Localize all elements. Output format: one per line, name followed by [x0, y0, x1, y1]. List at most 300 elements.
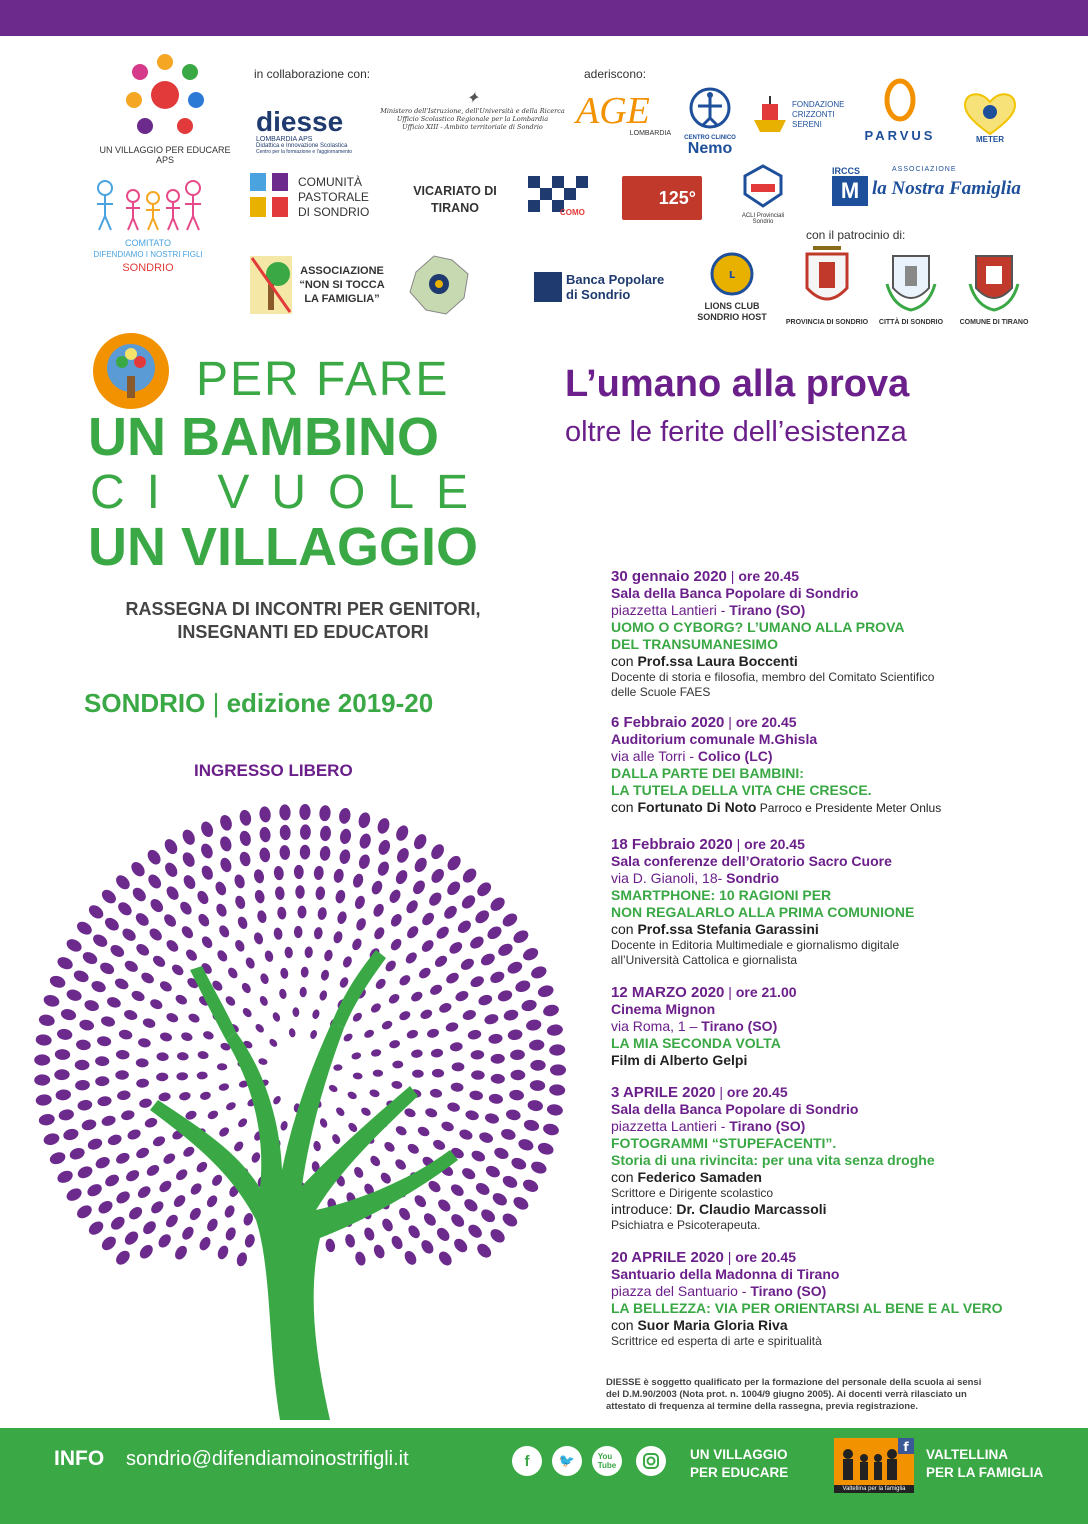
- hand-leaf: [238, 809, 252, 827]
- hand-leaf: [549, 1084, 566, 1096]
- hand-leaf: [464, 1109, 480, 1122]
- hand-leaf: [445, 879, 463, 898]
- nemo-wordmark: Nemo: [687, 140, 733, 157]
- diesse-wordmark: diesse: [256, 106, 344, 137]
- banca-mark-icon: [534, 272, 562, 302]
- hand-leaf: [199, 842, 215, 860]
- hand-leaf: [83, 998, 100, 1012]
- hand-leaf: [226, 966, 239, 980]
- hand-leaf: [496, 941, 515, 958]
- event-address: piazza del Santuario -: [611, 1283, 751, 1299]
- event-date: 6 Febbraio 2020: [611, 714, 725, 731]
- como-logo: [528, 176, 600, 222]
- hand-leaf: [159, 1031, 173, 1042]
- hand-leaf: [100, 1015, 116, 1028]
- event-title-1: FOTOGRAMMI “STUPEFACENTI”.: [611, 1135, 837, 1151]
- hand-leaf: [238, 851, 252, 868]
- hand-leaf: [124, 1168, 141, 1184]
- youtube-icon[interactable]: You Tube: [592, 1446, 622, 1476]
- nemo-logo: [682, 86, 738, 157]
- svg-text:f: f: [903, 1440, 909, 1454]
- hand-leaf: [380, 1217, 395, 1233]
- lions-text: LIONS CLUB SONDRIO HOST: [697, 301, 767, 322]
- emblem-icon: ✦: [465, 88, 480, 107]
- hand-leaf: [91, 932, 110, 949]
- parvus-wordmark: PARVUS: [864, 128, 936, 143]
- hand-leaf: [521, 1177, 540, 1194]
- hero-line1: PER FARE: [196, 353, 450, 406]
- hand-leaf: [406, 1223, 422, 1240]
- hand-leaf: [55, 1089, 71, 1101]
- hand-leaf: [412, 1193, 428, 1209]
- hand-leaf: [271, 1011, 281, 1023]
- acli-text: ACLI Provinciali Sondrio: [741, 213, 785, 225]
- fb-caption: Valtellina per la famiglia: [834, 1485, 914, 1493]
- hero-city: SONDRIO: [84, 688, 206, 718]
- hand-leaf: [412, 832, 429, 851]
- hand-leaf: [78, 1018, 95, 1031]
- hand-leaf: [382, 1140, 396, 1154]
- hand-leaf: [429, 1088, 442, 1099]
- event-city: Tirano (SO): [750, 1283, 827, 1299]
- hand-leaf: [406, 1142, 421, 1156]
- hand-leaf: [113, 873, 132, 892]
- theme-subtitle: oltre le ferite dell’esistenza: [565, 416, 907, 448]
- hand-leaf: [398, 1009, 412, 1022]
- event-speaker: Prof.ssa Stefania Garassini: [637, 921, 819, 937]
- meter-text: METER: [976, 135, 1004, 144]
- hand-leaf: [278, 988, 287, 1000]
- hand-leaf: [126, 1128, 142, 1142]
- hand-leaf: [233, 894, 246, 910]
- hand-leaf: [550, 1064, 566, 1075]
- info-email-link[interactable]: sondrio@difendiamoinostrifigli.it: [126, 1448, 409, 1470]
- hand-leaf: [279, 824, 291, 840]
- hand-leaf: [56, 1168, 75, 1185]
- hand-leaf: [434, 1225, 452, 1243]
- hand-leaf: [370, 1048, 382, 1057]
- hand-leaf: [156, 1232, 173, 1250]
- nostra-famiglia-text: la Nostra Famiglia: [872, 178, 1021, 199]
- hand-leaf: [162, 860, 179, 879]
- event-with: con: [611, 799, 638, 815]
- hand-leaf: [436, 1249, 454, 1268]
- hand-leaf: [357, 811, 372, 829]
- hand-leaf: [284, 946, 293, 958]
- hero-edition: SONDRIO | edizione 2019-20: [84, 688, 434, 718]
- patronage-label: con il patrocinio di:: [806, 228, 906, 242]
- hand-leaf: [280, 967, 289, 979]
- hand-leaf: [420, 938, 436, 954]
- org-villaggio-line1: UN VILLAGGIO: [690, 1447, 788, 1462]
- hand-leaf: [394, 824, 411, 843]
- hand-leaf: [339, 828, 353, 845]
- hand-leaf: [54, 1069, 70, 1080]
- event-speaker: Suor Maria Gloria Riva: [637, 1317, 788, 1333]
- nostra-famiglia-logo: [832, 166, 1042, 210]
- event-desc-1: Scrittrice ed esperta di arte e spiritualità: [611, 1334, 822, 1348]
- event-title-2: NON REGALARLO ALLA PRIMA COMUNIONE: [611, 904, 915, 920]
- hand-leaf: [311, 1009, 320, 1020]
- hand-leaf: [347, 1121, 359, 1134]
- event-time: ore 21.00: [735, 984, 797, 1000]
- hand-leaf: [174, 1167, 190, 1182]
- hand-leaf: [434, 924, 451, 941]
- nostra-assoc-text: ASSOCIAZIONE: [892, 166, 957, 173]
- hand-leaf: [475, 1241, 494, 1260]
- hand-leaf: [279, 804, 291, 821]
- hand-leaf: [142, 1017, 157, 1029]
- hand-leaf: [445, 853, 464, 873]
- twitter-icon[interactable]: 🐦: [552, 1446, 582, 1476]
- hand-leaf: [389, 937, 404, 953]
- villaggio-logo: [90, 50, 240, 165]
- lions-emblem-icon: [710, 252, 754, 296]
- vitruvian-icon: [688, 86, 732, 130]
- hand-leaf: [156, 1052, 169, 1062]
- event-desc-2: Psichiatra e Psicoterapeuta.: [611, 1218, 761, 1232]
- hand-leaf: [42, 1132, 60, 1147]
- hand-leaf: [458, 1128, 474, 1142]
- hand-leaf: [233, 938, 246, 953]
- hand-leaf: [358, 832, 373, 850]
- hand-leaf: [139, 970, 156, 985]
- hand-leaf: [235, 1251, 249, 1267]
- hand-leaf: [536, 1141, 555, 1157]
- hand-leaf: [120, 1109, 136, 1122]
- event-title-1: DALLA PARTE DEI BAMBINI:: [611, 765, 804, 781]
- hand-leaf: [224, 1226, 238, 1242]
- hand-leaf: [254, 1022, 266, 1034]
- hand-leaf: [546, 1103, 564, 1117]
- hand-leaf: [379, 1171, 393, 1186]
- hand-leaf: [461, 1008, 477, 1021]
- hand-leaf: [409, 990, 424, 1004]
- hand-leaf: [374, 977, 388, 991]
- hand-leaf: [341, 955, 353, 969]
- hand-leaf: [447, 940, 464, 956]
- hand-leaf: [469, 1090, 484, 1101]
- hand-leaf: [354, 1250, 368, 1267]
- como-text: COMO: [560, 208, 585, 217]
- hand-leaf: [470, 1149, 487, 1164]
- hand-leaf: [205, 1193, 220, 1209]
- hand-leaf: [336, 910, 348, 925]
- hand-leaf: [510, 1049, 525, 1060]
- hand-leaf: [488, 969, 506, 985]
- age-sub: LOMBARDIA: [629, 130, 671, 137]
- hand-leaf: [471, 1070, 485, 1080]
- hand-leaf: [115, 1070, 129, 1080]
- hand-leaf: [188, 1206, 204, 1223]
- hand-leaf: [373, 1069, 384, 1077]
- hand-leaf: [292, 1007, 299, 1017]
- hand-leaf: [403, 1107, 417, 1119]
- org-villaggio-line2: PER EDUCARE: [690, 1465, 789, 1480]
- hand-leaf: [179, 924, 195, 940]
- hand-leaf: [419, 1238, 436, 1256]
- hand-leaf: [490, 1054, 505, 1065]
- hand-leaf: [509, 1089, 525, 1101]
- hand-leaf: [474, 1181, 492, 1198]
- hand-leaf: [218, 856, 233, 873]
- diesse-sub2: Didattica e Innovazione Scolastica: [256, 143, 348, 149]
- hand-leaf: [103, 915, 122, 933]
- hand-leaf: [64, 937, 83, 955]
- hand-leaf: [354, 917, 367, 932]
- hand-leaf: [529, 1080, 545, 1092]
- hand-leaf: [75, 1079, 90, 1090]
- hand-leaf: [319, 825, 331, 841]
- hand-leaf: [90, 979, 108, 994]
- hand-leaf: [76, 1164, 95, 1180]
- hand-leaf: [197, 1050, 209, 1059]
- irccs-text: IRCCS: [832, 166, 861, 176]
- hand-leaf: [485, 924, 504, 942]
- hand-leaf: [318, 989, 328, 1001]
- hand-leaf: [387, 888, 402, 905]
- hand-leaf: [157, 1178, 173, 1194]
- hand-leaf: [402, 1249, 418, 1267]
- hand-leaf: [158, 979, 174, 993]
- hand-leaf: [77, 1099, 93, 1112]
- facebook-icon[interactable]: f: [512, 1446, 542, 1476]
- hand-leaf: [420, 910, 437, 927]
- hand-leaf: [95, 1076, 110, 1087]
- hand-leaf: [391, 1080, 403, 1089]
- hand-leaf: [514, 979, 532, 995]
- hand-leaf: [127, 1204, 145, 1222]
- hand-leaf: [394, 868, 410, 886]
- hand-leaf: [510, 1070, 525, 1081]
- hand-leaf: [218, 835, 233, 853]
- hand-leaf: [411, 1049, 424, 1059]
- hand-leaf: [199, 864, 215, 882]
- event-desc-1: Scrittore e Dirigente scolastico: [611, 1186, 774, 1200]
- event-title-2: LA TUTELA DELLA VITA CHE CRESCE.: [611, 782, 872, 798]
- hand-leaf: [357, 853, 371, 870]
- hand-leaf: [417, 966, 433, 981]
- hand-leaf: [118, 1029, 133, 1041]
- hand-leaf: [133, 911, 151, 929]
- hand-leaf: [404, 950, 419, 965]
- hand-leaf: [331, 1133, 342, 1146]
- hand-leaf: [164, 884, 181, 902]
- hand-leaf: [56, 1028, 73, 1041]
- hand-leaf: [462, 1197, 480, 1214]
- hand-leaf: [34, 1074, 50, 1086]
- hand-leaf: [484, 1112, 500, 1125]
- hand-leaf: [148, 897, 166, 915]
- hand-leaf: [99, 1234, 118, 1253]
- hand-leaf: [200, 934, 215, 950]
- hand-leaf: [199, 820, 215, 839]
- event-film: Film di Alberto Gelpi: [611, 1052, 748, 1068]
- hand-leaf: [397, 1206, 413, 1223]
- hand-leaf: [232, 1140, 245, 1153]
- hand-leaf: [431, 1138, 447, 1152]
- hand-leaf: [217, 1126, 230, 1139]
- hand-leaf: [253, 868, 266, 884]
- valtellina-fb-logo[interactable]: [834, 1438, 914, 1492]
- hand-leaf: [277, 906, 287, 920]
- ministero-line1: Ministero dell'Istruzione, dell'Università e della Ricerca: [380, 107, 565, 115]
- hand-leaf: [254, 889, 266, 904]
- org-valtellina-line1: VALTELLINA: [926, 1447, 1008, 1462]
- hand-leaf: [320, 969, 330, 982]
- hand-leaf: [113, 976, 130, 991]
- hand-leaf: [432, 1069, 444, 1078]
- hand-leaf: [58, 1108, 75, 1122]
- hand-leaf: [527, 1099, 544, 1112]
- hand-leaf: [529, 1159, 548, 1175]
- hand-leaf: [459, 956, 476, 972]
- hand-leaf: [288, 1028, 296, 1038]
- hand-leaf: [383, 959, 398, 974]
- hand-leaf: [151, 1134, 166, 1148]
- hand-leaf: [377, 838, 393, 856]
- hand-leaf: [145, 1163, 162, 1178]
- hand-leaf: [162, 912, 179, 929]
- hand-leaf: [48, 974, 67, 990]
- event-circle-logo: [92, 332, 170, 410]
- event-city: Tirano (SO): [729, 602, 806, 618]
- acli-shield-icon: [743, 164, 783, 208]
- hand-leaf: [450, 1082, 464, 1092]
- hand-leaf: [217, 924, 231, 940]
- hand-leaf: [170, 962, 186, 977]
- hand-leaf: [395, 846, 411, 865]
- hand-leaf: [334, 1106, 346, 1118]
- hand-leaf: [123, 1008, 139, 1021]
- hand-leaf: [328, 1083, 339, 1093]
- hand-leaf: [312, 1140, 321, 1152]
- citta-crest-icon: [883, 244, 939, 314]
- nonsitocca-logo: [250, 256, 390, 316]
- hand-leaf: [394, 1124, 408, 1137]
- hand-leaf: [256, 909, 268, 924]
- event-venue: Sala della Banca Popolare di Sondrio: [611, 585, 859, 601]
- hand-leaf: [387, 992, 401, 1006]
- hand-leaf: [180, 850, 197, 869]
- hand-leaf: [419, 1008, 434, 1021]
- hand-leaf: [549, 1044, 566, 1056]
- hand-leaf: [129, 859, 148, 878]
- hand-leaf: [130, 885, 148, 904]
- hand-leaf: [496, 988, 513, 1003]
- hand-leaf: [64, 1186, 83, 1204]
- hand-leaf: [449, 1212, 467, 1230]
- event-3: 18 Febbraio 2020 | ore 20.45 Sala conferenze dell’Oratorio Sacro Cuore via D. Gianoli, 18- Sondrio SMARTPHONE: 10 RAGIONI PER NON REGALARLO ALLA PRIMA COMUNIONE con Prof.ssa Stefania Garassini Docente in Editoria Multimediale e giornalismo digitale all’Università Cattolica e giornalista: [611, 836, 1081, 968]
- hand-leaf: [156, 1072, 169, 1081]
- citta-text: CITTÀ DI SONDRIO: [878, 319, 944, 326]
- hand-leaf: [406, 1029, 420, 1040]
- hand-leaf: [180, 1031, 193, 1042]
- villaggio-logo-icon: [90, 50, 240, 140]
- diesse-note: [606, 1377, 1046, 1413]
- event-venue: Auditorium comunale M.Ghisla: [611, 731, 818, 747]
- hand-leaf: [279, 1120, 288, 1131]
- cross-icon: [250, 173, 290, 219]
- hand-leaf: [223, 1204, 237, 1219]
- hand-leaf: [501, 1174, 520, 1191]
- hand-leaf: [151, 953, 168, 969]
- hand-leaf: [85, 1182, 104, 1199]
- hand-leaf: [301, 966, 309, 977]
- entry-label: INGRESSO LIBERO: [194, 761, 353, 780]
- hand-leaf: [433, 953, 450, 969]
- hand-leaf: [141, 1219, 159, 1237]
- event-desc-1: Docente di storia e filosofia, membro del Comitato Scientifico: [611, 670, 935, 684]
- hand-leaf: [530, 1060, 546, 1071]
- hand-leaf: [371, 902, 385, 918]
- hand-leaf: [258, 806, 271, 823]
- hands-tree-illustration: [30, 790, 570, 1430]
- org-villaggio: [690, 1446, 788, 1482]
- hand-leaf: [454, 989, 470, 1003]
- event-4: 12 MARZO 2020 | ore 21.00 Cinema Mignon via Roma, 1 – Tirano (SO) LA MIA SECONDA VOLTA Film di Alberto Gelpi: [611, 984, 1081, 1069]
- hand-leaf: [363, 1028, 376, 1039]
- hand-leaf: [483, 1013, 499, 1026]
- event-venue: Cinema Mignon: [611, 1001, 716, 1017]
- hand-leaf: [479, 951, 497, 967]
- hand-leaf: [325, 1238, 337, 1253]
- hand-leaf: [94, 1155, 112, 1171]
- event-time: ore 20.45: [726, 1084, 788, 1100]
- hand-leaf: [416, 1125, 431, 1138]
- hand-leaf: [455, 918, 473, 936]
- hand-leaf: [370, 879, 385, 896]
- hand-leaf: [528, 1039, 544, 1051]
- event-intro: introduce:: [611, 1201, 677, 1217]
- hand-leaf: [323, 949, 334, 962]
- instagram-icon[interactable]: [636, 1446, 666, 1476]
- lions-logo: [690, 252, 774, 324]
- hand-leaf: [297, 906, 306, 919]
- hand-leaf: [72, 968, 90, 984]
- provincia-logo: [782, 244, 872, 330]
- hand-leaf: [488, 1093, 503, 1105]
- hand-leaf: [75, 919, 95, 937]
- hand-leaf: [479, 1207, 498, 1225]
- hand-leaf: [319, 805, 332, 822]
- hand-leaf: [122, 1229, 141, 1248]
- hand-leaf: [123, 958, 140, 974]
- hand-leaf: [392, 1060, 403, 1068]
- hand-leaf: [452, 1062, 465, 1071]
- hand-leaf: [130, 989, 146, 1003]
- hand-leaf: [427, 890, 444, 908]
- family-drawing-icon: [93, 178, 203, 233]
- hand-leaf: [460, 866, 479, 885]
- hand-leaf: [438, 1001, 453, 1014]
- hand-leaf: [440, 1120, 455, 1133]
- note-line1: DIESSE è soggetto qualificato per la formazione del personale della scuola ai sensi: [606, 1377, 982, 1388]
- comunita-text: COMUNITÀ PASTORALE DI SONDRIO: [298, 175, 370, 219]
- hand-leaf: [197, 1235, 212, 1252]
- hand-leaf: [195, 1160, 210, 1175]
- hand-leaf: [412, 1069, 424, 1078]
- tirano-logo: [956, 244, 1032, 330]
- hand-leaf: [473, 908, 492, 926]
- event-speaker: Prof.ssa Laura Boccenti: [637, 653, 798, 669]
- hand-leaf: [38, 1113, 56, 1127]
- event-city: Tirano (SO): [701, 1018, 778, 1034]
- hand-leaf: [216, 1244, 231, 1261]
- provincia-crest-icon: [799, 244, 855, 314]
- anniversary-125-logo: 125°: [622, 176, 702, 220]
- event-date: 20 APRILE 2020: [611, 1249, 724, 1266]
